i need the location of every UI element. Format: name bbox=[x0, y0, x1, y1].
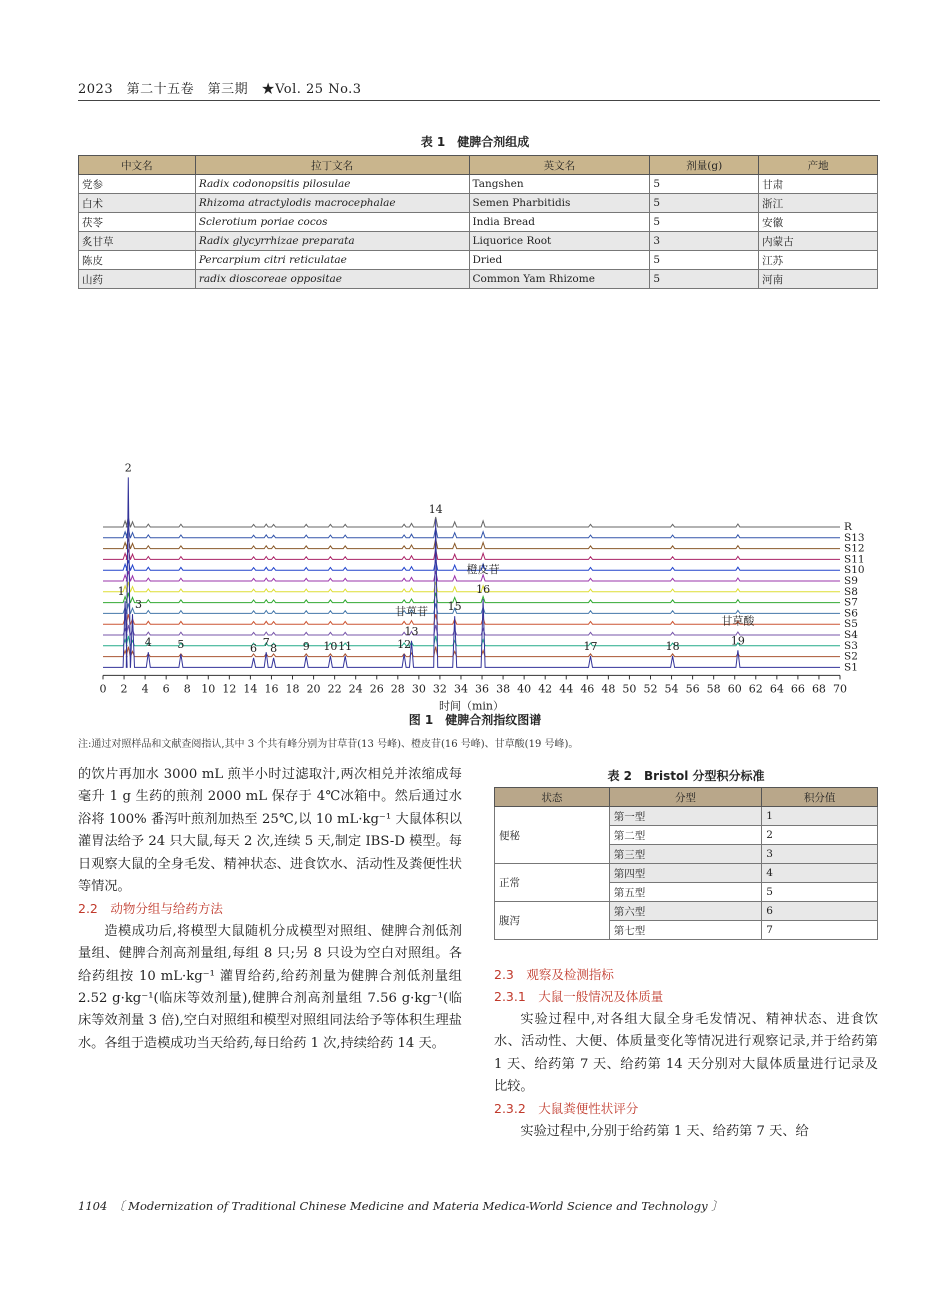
x-tick-label: 8 bbox=[183, 682, 191, 696]
series-label: R bbox=[844, 521, 852, 533]
table1-cell: 5 bbox=[650, 194, 759, 213]
table2-row bbox=[495, 902, 878, 921]
table1-cell: 炙甘草 bbox=[79, 232, 196, 251]
trace-S3 bbox=[103, 636, 840, 646]
table1-cell: 茯苓 bbox=[79, 213, 196, 232]
table1-caption: 表 1 健脾合剂组成 bbox=[420, 135, 530, 149]
table1-row bbox=[79, 251, 878, 270]
table1-cell: 5 bbox=[650, 270, 759, 289]
figure1-caption: 图 1 健脾合剂指纹图谱 bbox=[408, 713, 542, 727]
table2-state-cell: 腹泻 bbox=[495, 902, 610, 940]
table2-header: 状态 bbox=[495, 788, 610, 807]
peak-label-7: 7 bbox=[262, 636, 270, 650]
peak-label-2: 2 bbox=[124, 461, 132, 475]
table1-cell: 甘肃 bbox=[759, 175, 878, 194]
table2-cell: 6 bbox=[762, 902, 878, 921]
table1 bbox=[78, 155, 878, 289]
table1-cell: 陈皮 bbox=[79, 251, 196, 270]
table2-cell: 第三型 bbox=[609, 845, 762, 864]
x-tick-label: 32 bbox=[432, 682, 447, 696]
table1-cell: 3 bbox=[650, 232, 759, 251]
peak-label-17: 17 bbox=[583, 640, 598, 653]
table1-cell: Radix codonopsitis pilosulae bbox=[195, 175, 469, 194]
x-tick-label: 28 bbox=[390, 682, 405, 696]
x-tick-label: 26 bbox=[369, 682, 384, 696]
x-tick-label: 10 bbox=[201, 682, 216, 696]
x-tick-label: 0 bbox=[99, 682, 107, 696]
table2-cell: 4 bbox=[762, 864, 878, 883]
x-tick-label: 20 bbox=[306, 682, 321, 696]
trace-S13 bbox=[103, 528, 840, 538]
table2-cell: 7 bbox=[762, 921, 878, 940]
table1-cell: Percarpium citri reticulatae bbox=[195, 251, 469, 270]
peak-label-13: 13 bbox=[404, 624, 419, 638]
series-label: S5 bbox=[844, 618, 858, 631]
x-tick-label: 54 bbox=[664, 682, 679, 696]
x-tick-label: 2 bbox=[120, 682, 128, 696]
series-label: S6 bbox=[844, 607, 858, 620]
peak-label-9: 9 bbox=[302, 640, 310, 653]
peak-annotation: 甘草苷 bbox=[394, 604, 428, 618]
series-label: S7 bbox=[844, 596, 858, 609]
x-tick-label: 24 bbox=[348, 682, 363, 696]
x-tick-label: 66 bbox=[790, 682, 805, 696]
table2-cell: 第七型 bbox=[609, 921, 762, 940]
table1-cell: 山药 bbox=[79, 270, 196, 289]
peak-annotation: 橙皮苷 bbox=[466, 563, 500, 576]
table2-cell: 2 bbox=[762, 826, 878, 845]
page-footer: 1104 〔 Modernization of Traditional Chinese Medicine and Materia Medica-World Science and Technology 〕 bbox=[78, 1199, 723, 1213]
table1-row bbox=[79, 213, 878, 232]
x-tick-label: 12 bbox=[222, 682, 237, 696]
x-tick-label: 52 bbox=[643, 682, 658, 696]
peak-label-12: 12 bbox=[397, 638, 412, 652]
table1-row bbox=[79, 270, 878, 289]
table1-header: 中文名 bbox=[79, 156, 196, 175]
x-tick-label: 64 bbox=[769, 682, 784, 696]
x-tick-label: 44 bbox=[559, 682, 574, 696]
peak-label-11: 11 bbox=[338, 640, 353, 653]
x-tick-label: 46 bbox=[580, 682, 595, 696]
series-label: S13 bbox=[844, 531, 865, 544]
x-tick-label: 60 bbox=[727, 682, 742, 696]
section-heading-2-2: 2.2 动物分组与给药方法 bbox=[78, 901, 223, 917]
table2-header: 积分值 bbox=[762, 788, 878, 807]
left-column bbox=[78, 764, 462, 1055]
series-label: S2 bbox=[844, 650, 858, 663]
table1-cell: Liquorice Root bbox=[469, 232, 650, 251]
series-label: S9 bbox=[844, 575, 858, 587]
x-tick-label: 36 bbox=[475, 682, 490, 696]
x-tick-label: 48 bbox=[601, 682, 616, 696]
table1-cell: 白术 bbox=[79, 194, 196, 213]
x-tick-label: 58 bbox=[706, 682, 721, 696]
table1-cell: 5 bbox=[650, 251, 759, 270]
table2-cell: 第一型 bbox=[609, 807, 762, 826]
x-tick-label: 6 bbox=[162, 682, 170, 696]
table1-cell: Semen Pharbitidis bbox=[469, 194, 650, 213]
series-label: S8 bbox=[844, 585, 858, 598]
peak-label-4: 4 bbox=[144, 636, 152, 650]
section-heading-2-3: 2.3 观察及检测指标 bbox=[494, 967, 614, 982]
x-tick-label: 4 bbox=[141, 682, 149, 696]
x-tick-label: 50 bbox=[622, 682, 637, 696]
section-heading-2-3-2: 2.3.2 大鼠粪便性状评分 bbox=[494, 1101, 639, 1117]
paragraph: 的饮片再加水 3000 mL 煎半小时过滤取汁,两次相兑并浓缩成每毫升 1 g 生药的煎剂 2000 mL 保存于 4℃冰箱中。然后通过水浴将 100% 番泻叶煎剂加热至 25℃,以 10 mL·kg⁻¹ 大鼠体积以灌胃法给予 24 只大鼠,每天 2 次,连续 5 天,制定 IBS-D 模型。每日观察大鼠的全身毛发、精神状态、进食饮水、活动性及粪便性状等情况。 bbox=[78, 767, 462, 895]
table1-cell: 5 bbox=[650, 175, 759, 194]
trace-S8 bbox=[103, 582, 840, 592]
table2-cell: 第六型 bbox=[609, 902, 762, 921]
paragraph: 实验过程中,分别于给药第 1 天、给药第 7 天、给 bbox=[520, 1123, 809, 1139]
peak-annotation: 甘草酸 bbox=[721, 614, 755, 628]
table1-header: 剂量(g) bbox=[650, 156, 759, 175]
table1-row bbox=[79, 232, 878, 251]
x-tick-label: 56 bbox=[685, 682, 700, 696]
series-label: S3 bbox=[844, 639, 858, 652]
peak-label-19: 19 bbox=[730, 634, 745, 648]
figure1-note: 注:通过对照样品和文献查阅指认,其中 3 个共有峰分别为甘草苷(13 号峰)、橙皮苷(16 号峰)、甘草酸(19 号峰)。 bbox=[78, 739, 579, 750]
table2-row bbox=[495, 864, 878, 883]
table1-cell: Radix glycyrrhizae preparata bbox=[195, 232, 469, 251]
table1-header: 产地 bbox=[759, 156, 878, 175]
peak-label-5: 5 bbox=[177, 638, 185, 652]
trace-S11 bbox=[103, 549, 840, 559]
table2-cell: 第二型 bbox=[609, 826, 762, 845]
peak-label-10: 10 bbox=[323, 640, 338, 653]
section-heading-2-3-1: 2.3.1 大鼠一般情况及体质量 bbox=[494, 989, 664, 1005]
peak-label-8: 8 bbox=[270, 641, 278, 655]
table1-cell: Dried bbox=[469, 251, 650, 270]
peak-label-18: 18 bbox=[665, 640, 680, 653]
peak-label-15: 15 bbox=[447, 600, 462, 614]
table2-cell: 第五型 bbox=[609, 883, 762, 902]
x-tick-label: 22 bbox=[327, 682, 342, 696]
fingerprint-chromatogram bbox=[78, 305, 868, 713]
table2 bbox=[494, 787, 878, 940]
table1-cell: 内蒙古 bbox=[759, 232, 878, 251]
series-label: S10 bbox=[844, 564, 865, 577]
right-column bbox=[494, 964, 878, 1143]
table1-cell: 党参 bbox=[79, 175, 196, 194]
table1-header: 拉丁文名 bbox=[195, 156, 469, 175]
table2-caption: 表 2 Bristol 分型积分标准 bbox=[607, 769, 765, 783]
table1-cell: Tangshen bbox=[469, 175, 650, 194]
x-tick-label: 38 bbox=[496, 682, 511, 696]
trace-S2 bbox=[103, 647, 840, 657]
x-axis-label: 时间（min） bbox=[438, 699, 505, 713]
paragraph: 造模成功后,将模型大鼠随机分成模型对照组、健脾合剂低剂量组、健脾合剂高剂量组,每组 8 只;另 8 只设为空白对照组。各给药组按 10 mL·kg⁻¹ 灌胃给药,给药剂量为健脾合剂低剂量组 2.52 g·kg⁻¹(临床等效剂量),健脾合剂高剂量组 7.56 g·kg⁻¹(临床等效剂量 3 倍),空白对照组和模型对照组同法给予等体积生理盐水。各组于造模成功当天给药,每日给药 1 次,持续给药 14 天。 bbox=[78, 923, 462, 1051]
trace-S6 bbox=[103, 603, 840, 613]
table1-cell: 安徽 bbox=[759, 213, 878, 232]
table1-cell: 浙江 bbox=[759, 194, 878, 213]
table1-cell: India Bread bbox=[469, 213, 650, 232]
peak-label-16: 16 bbox=[476, 583, 491, 596]
x-tick-label: 30 bbox=[411, 682, 426, 696]
x-tick-label: 34 bbox=[453, 682, 468, 696]
table2-state-cell: 正常 bbox=[495, 864, 610, 902]
table2-state-cell: 便秘 bbox=[495, 807, 610, 864]
table2-row bbox=[495, 807, 878, 826]
x-tick-label: 16 bbox=[264, 682, 279, 696]
table1-cell: 5 bbox=[650, 213, 759, 232]
series-label: S12 bbox=[844, 542, 865, 555]
table1-cell: 江苏 bbox=[759, 251, 878, 270]
series-label: S4 bbox=[844, 629, 858, 641]
peak-label-14: 14 bbox=[428, 503, 443, 517]
table1-cell: Common Yam Rhizome bbox=[469, 270, 650, 289]
table2-cell: 5 bbox=[762, 883, 878, 902]
peak-label-1: 1 bbox=[117, 584, 125, 598]
peak-label-3: 3 bbox=[134, 598, 142, 612]
table2-cell: 3 bbox=[762, 845, 878, 864]
x-tick-label: 68 bbox=[811, 682, 826, 696]
series-label: S1 bbox=[844, 661, 858, 674]
x-tick-label: 70 bbox=[833, 682, 847, 696]
trace-S12 bbox=[103, 539, 840, 549]
running-header: 2023 第二十五卷 第三期 ★Vol. 25 No.3 bbox=[78, 82, 362, 97]
table1-header: 英文名 bbox=[469, 156, 650, 175]
table2-cell: 第四型 bbox=[609, 864, 762, 883]
paragraph: 实验过程中,对各组大鼠全身毛发情况、精神状态、进食饮水、活动性、大便、体质量变化等情况进行观察记录,并于给药第 1 天、给药第 7 天、给药第 14 天分别对大鼠体质量进行记录及比较。 bbox=[494, 1011, 878, 1095]
x-tick-label: 40 bbox=[517, 682, 532, 696]
table2-header: 分型 bbox=[609, 788, 762, 807]
table1-cell: 河南 bbox=[759, 270, 878, 289]
table2-cell: 1 bbox=[762, 807, 878, 826]
x-tick-label: 42 bbox=[538, 682, 553, 696]
table1-row bbox=[79, 194, 878, 213]
trace-S7 bbox=[103, 593, 840, 603]
header-rule bbox=[78, 100, 880, 101]
table1-cell: Rhizoma atractylodis macrocephalae bbox=[195, 194, 469, 213]
trace-R bbox=[103, 517, 840, 527]
table1-cell: Sclerotium poriae cocos bbox=[195, 213, 469, 232]
peak-label-6: 6 bbox=[250, 641, 258, 655]
x-tick-label: 18 bbox=[285, 682, 300, 696]
table1-row bbox=[79, 175, 878, 194]
series-label: S11 bbox=[844, 553, 865, 566]
x-tick-label: 14 bbox=[243, 682, 258, 696]
x-tick-label: 62 bbox=[748, 682, 763, 696]
table1-cell: radix dioscoreae oppositae bbox=[195, 270, 469, 289]
